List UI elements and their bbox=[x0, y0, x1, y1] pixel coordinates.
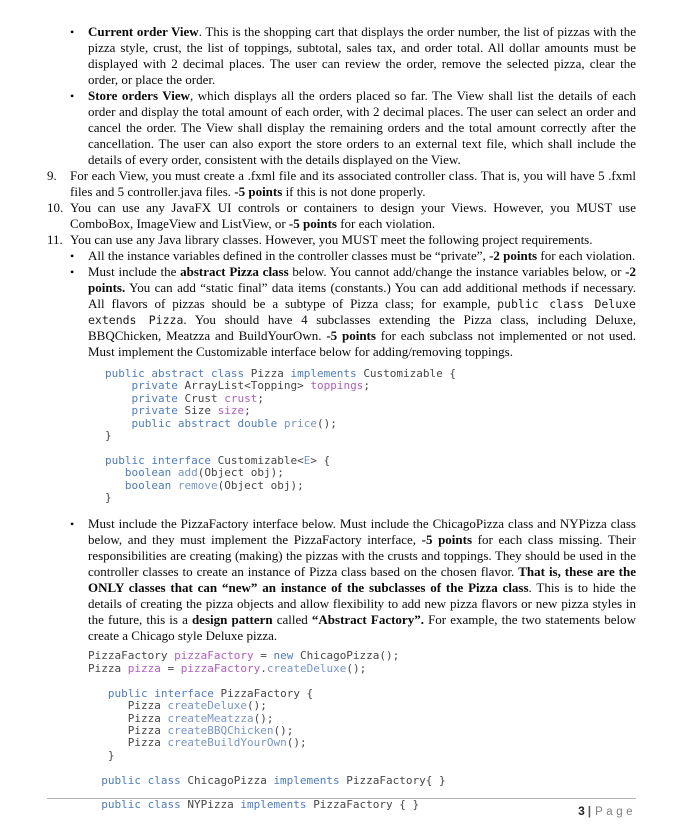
paragraph bbox=[88, 248, 636, 264]
code-run: } bbox=[105, 491, 112, 505]
code-run: createBBQChicken bbox=[167, 723, 274, 737]
bullet-marker: • bbox=[70, 517, 75, 532]
code-run: pizzaFactory bbox=[174, 649, 254, 663]
code-run bbox=[88, 774, 101, 787]
text-run: Store orders View bbox=[88, 88, 190, 103]
footer-page-word: Page bbox=[595, 806, 636, 818]
text-run: Current order View bbox=[88, 24, 199, 39]
numbered-item bbox=[47, 168, 636, 200]
text-run: “Abstract Factory”. bbox=[311, 612, 424, 628]
footer-divider bbox=[47, 798, 636, 799]
code-run: price bbox=[283, 416, 317, 430]
footer-page-label bbox=[47, 802, 636, 820]
code-run: PizzaFactory{ } bbox=[346, 773, 446, 787]
document-body bbox=[47, 24, 636, 812]
text-run: for each violation. bbox=[336, 216, 436, 231]
code-run: createMeatzza bbox=[167, 711, 254, 725]
text-run: below. You cannot add/change the instance variables below, or bbox=[288, 264, 626, 279]
text-run: , which displays all the orders placed so far. The View shall list the details of each order and display the total amount of each order, with 2 decimal places. The user can select an order and cancel the order. The View shall display the remaining orders and the total amount correctly after the cancellation. The user can also export the store orders to an external text file, which shall include the details of every order, consistent with the details displayed on the View. bbox=[88, 88, 636, 167]
code-run: implements bbox=[273, 773, 347, 787]
text-run: For each View, you must create a .fxml file and its associated controller class. That is, you will have 5 .fxml files and 5 controller.java files. bbox=[70, 168, 636, 199]
code-run: public interface bbox=[107, 686, 221, 700]
code-block bbox=[105, 368, 636, 504]
text-run: -2 points bbox=[489, 248, 538, 263]
text-run: -5 points bbox=[288, 216, 337, 231]
code-run: size bbox=[217, 404, 245, 418]
code-run: boolean bbox=[124, 478, 178, 492]
code-run: = bbox=[160, 661, 181, 675]
code-run: PizzaFactory bbox=[88, 649, 175, 663]
paragraph bbox=[88, 264, 636, 360]
code-run: ; bbox=[363, 379, 370, 393]
code-run: boolean bbox=[124, 466, 178, 480]
paragraph bbox=[88, 24, 636, 88]
code-run: Crust bbox=[184, 391, 225, 405]
code-run: crust bbox=[224, 391, 258, 405]
code-run: Pizza bbox=[88, 711, 168, 725]
code-run: E bbox=[303, 453, 311, 467]
code-run: Pizza bbox=[88, 699, 168, 713]
number-marker: 10. bbox=[47, 200, 64, 215]
code-run: PizzaFactory { } bbox=[313, 798, 420, 812]
text-run: . You should have 4 subclasses extending the Pizza class, including Deluxe, BBQChicken, Meatzza and BuildYourOwn. bbox=[88, 312, 637, 343]
code-run bbox=[105, 417, 132, 430]
code-run: createBuildYourOwn bbox=[167, 736, 287, 750]
code-run: toppings bbox=[310, 379, 364, 393]
code-run: public abstract class bbox=[105, 367, 251, 380]
code-run: createDeluxe bbox=[266, 661, 347, 675]
code-line bbox=[88, 750, 636, 762]
code-run: } bbox=[88, 748, 115, 762]
code-run bbox=[88, 687, 108, 700]
code-run: new bbox=[273, 649, 300, 663]
code-line bbox=[88, 737, 636, 749]
paragraph bbox=[70, 168, 636, 200]
text-run: You can add “static final” data items (constants.) You can add additional methods if necessary. All flavors of pizzas should be a subtype of Pizza class; for example, bbox=[88, 280, 636, 311]
code-run: remove bbox=[177, 478, 218, 492]
code-line bbox=[88, 663, 636, 675]
code-run: PizzaFactory { bbox=[220, 686, 314, 700]
list-item bbox=[47, 248, 636, 264]
code-run: add bbox=[177, 466, 198, 480]
text-run: Must include the PizzaFactory interface below. Must include the ChicagoPizza class and NYPizza class below, and they must implement the PizzaFactory interface, bbox=[88, 516, 636, 548]
code-run: (); bbox=[253, 711, 274, 725]
list-item bbox=[47, 264, 636, 360]
code-run: Size bbox=[184, 404, 218, 418]
code-line bbox=[105, 418, 636, 430]
bullet-marker: • bbox=[70, 25, 75, 39]
text-run: You can use any Java library classes. However, you MUST meet the following project requirements. bbox=[70, 232, 593, 247]
code-run: public class bbox=[101, 773, 188, 787]
text-run: design pattern bbox=[191, 612, 273, 628]
numbered-item bbox=[47, 200, 636, 232]
text-run: for each class missing. Their responsibilities are creating (making) the pizzas with the crusts and toppings. They should be used in the controller classes to create an instance of Pizza class based on the chosen flavor. bbox=[88, 532, 637, 580]
list-item bbox=[47, 24, 636, 88]
text-run: public class Deluxe extends Pizza bbox=[88, 297, 636, 327]
text-run: if this is not done properly. bbox=[282, 184, 426, 199]
code-run: Pizza bbox=[88, 723, 168, 737]
text-run: . This is to hide the details of creating the pizza objects and allow flexibility to add new pizza flavors or new pizza styles in the future, this is a bbox=[88, 580, 636, 628]
code-run: NYPizza bbox=[187, 798, 241, 812]
code-run: ; bbox=[244, 404, 251, 418]
text-run: for each subclass not implemented or not used. Must implement the Customizable interface below for adding/removing toppings. bbox=[88, 328, 636, 359]
text-run: Must include the bbox=[88, 264, 181, 279]
text-run: All the instance variables defined in the controller classes must be “private”, bbox=[88, 248, 490, 263]
list-item bbox=[47, 516, 636, 644]
paragraph bbox=[70, 200, 636, 232]
code-run: (); bbox=[346, 661, 367, 675]
code-run: private bbox=[131, 404, 185, 418]
code-run: ArrayList<Topping> bbox=[184, 379, 311, 393]
code-run: Customizable< bbox=[217, 453, 304, 467]
paragraph bbox=[70, 232, 636, 248]
code-run: . bbox=[260, 661, 267, 675]
code-line bbox=[105, 492, 636, 504]
code-line bbox=[88, 775, 636, 787]
text-run: You can use any JavaFX UI controls or containers to design your Views. However, you MUST use ComboBox, ImageView and ListView, or bbox=[70, 200, 636, 231]
code-run: (); bbox=[273, 723, 294, 737]
code-run: implements bbox=[240, 798, 314, 812]
code-block bbox=[88, 650, 636, 811]
text-run: for each violation. bbox=[537, 248, 636, 263]
code-run: Pizza bbox=[88, 661, 128, 675]
code-run: (Object obj); bbox=[217, 478, 304, 492]
code-line bbox=[105, 480, 636, 492]
code-run: pizza bbox=[127, 661, 161, 675]
number-marker: 11. bbox=[47, 232, 63, 247]
code-run: private bbox=[131, 379, 185, 393]
code-line bbox=[105, 430, 636, 442]
number-marker: 9. bbox=[47, 168, 57, 183]
text-run: abstract Pizza class bbox=[180, 264, 289, 279]
text-run: -2 points. bbox=[88, 264, 636, 295]
code-run: pizzaFactory bbox=[180, 661, 261, 675]
text-run: -5 points bbox=[421, 532, 473, 548]
bullet-marker: • bbox=[70, 265, 75, 279]
code-run: (); bbox=[246, 699, 267, 713]
code-run bbox=[105, 379, 132, 392]
code-run: } bbox=[105, 429, 112, 443]
text-run: . This is the shopping cart that displays the order number, the list of pizzas with the pizza style, crust, the list of toppings, subtotal, sales tax, and order total. All dollar amounts must be displayed with 2 decimal places. The user can review the order, remove the selected pizza, clear the order, or place the order. bbox=[88, 24, 636, 87]
code-run bbox=[105, 392, 132, 405]
code-run: = bbox=[253, 649, 274, 663]
text-run: -5 points bbox=[234, 184, 283, 199]
code-run: (Object obj); bbox=[197, 466, 284, 480]
footer-separator: | bbox=[587, 804, 592, 818]
text-run: That is, these are the ONLY classes that can “new” an instance of the subclasses of the Pizza class bbox=[88, 564, 636, 596]
code-run: public class bbox=[101, 798, 188, 812]
text-run: -5 points bbox=[326, 328, 376, 343]
bullet-marker: • bbox=[70, 89, 75, 103]
text-run: For example, the two statements below create a Chicago style Deluxe pizza. bbox=[88, 612, 636, 644]
list-item bbox=[47, 88, 636, 168]
code-run: Customizable { bbox=[363, 367, 457, 380]
page-footer bbox=[47, 798, 636, 820]
code-run: ChicagoPizza bbox=[187, 773, 274, 787]
code-run: > { bbox=[310, 453, 331, 467]
code-run: public interface bbox=[105, 453, 218, 467]
numbered-item bbox=[47, 232, 636, 248]
code-run bbox=[105, 404, 132, 417]
code-run bbox=[105, 466, 125, 479]
code-run bbox=[105, 479, 125, 492]
code-run: implements bbox=[290, 367, 364, 380]
page-number: 3 bbox=[578, 804, 585, 818]
code-run: createDeluxe bbox=[167, 699, 247, 713]
code-run: public abstract double bbox=[131, 416, 284, 430]
code-run: Pizza bbox=[250, 367, 291, 380]
bullet-marker: • bbox=[70, 249, 75, 263]
code-run: private bbox=[131, 391, 185, 405]
code-run: (); bbox=[286, 736, 307, 750]
code-run: Pizza bbox=[88, 736, 168, 750]
code-run: ; bbox=[257, 391, 264, 405]
code-run: ChicagoPizza(); bbox=[299, 649, 400, 663]
paragraph bbox=[88, 516, 636, 644]
text-run: called bbox=[272, 612, 312, 628]
code-run: (); bbox=[316, 416, 337, 430]
paragraph bbox=[88, 88, 636, 168]
